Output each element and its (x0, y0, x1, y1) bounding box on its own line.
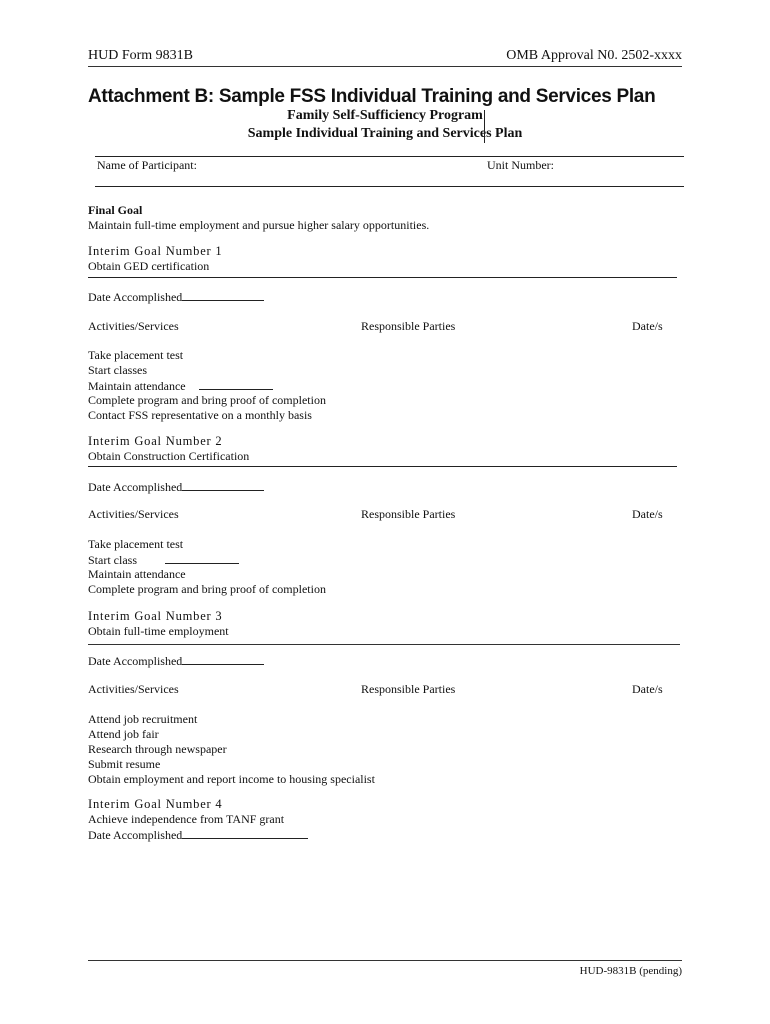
goal-1-responsible-header: Responsible Parties (361, 319, 456, 333)
participant-top-rule (95, 156, 684, 157)
header-rule (88, 66, 682, 67)
goal-2-activity: Maintain attendance (88, 567, 186, 581)
goal-2-activity: Take placement test (88, 537, 184, 551)
goal-4-text: Achieve independence from TANF grant (88, 812, 285, 826)
goal-2-rule (88, 466, 677, 467)
goal-3-dates-header: Date/s (632, 682, 663, 696)
plan-subtitle: Sample Individual Training and Services Plan (247, 126, 523, 141)
footer-form-id: HUD-9831B (pending) (579, 965, 682, 977)
goal-2-activity: Start class (88, 552, 239, 568)
participant-bottom-rule (95, 186, 684, 187)
goal-1-activity: Complete program and bring proof of completion (88, 393, 326, 407)
goal-2-dates-header: Date/s (632, 507, 663, 521)
unit-number-label: Unit Number: (487, 158, 554, 172)
final-goal-text: Maintain full-time employment and pursue higher salary opportunities. (88, 218, 430, 232)
text-cursor (484, 110, 485, 143)
goal-3-activity: Obtain employment and report income to housing specialist (88, 772, 375, 786)
page-title: Attachment B: Sample FSS Individual Training and Services Plan (88, 86, 656, 107)
goal-2-activity: Complete program and bring proof of completion (88, 582, 326, 596)
goal-3-date-accomplished: Date Accomplished (88, 653, 264, 669)
goal-1-activity: Take placement test (88, 348, 184, 362)
goal-3-activities-header: Activities/Services (88, 682, 179, 696)
goal-2-responsible-header: Responsible Parties (361, 507, 456, 521)
goal-1-rule (88, 277, 677, 278)
goal-3-heading: Interim Goal Number 3 (88, 609, 223, 623)
final-goal-heading: Final Goal (88, 203, 143, 217)
goal-3-activity: Attend job fair (88, 727, 159, 741)
goal-1-heading: Interim Goal Number 1 (88, 244, 223, 258)
goal-3-rule (88, 644, 680, 645)
omb-approval: OMB Approval N0. 2502-xxxx (506, 48, 682, 63)
footer-rule (88, 960, 682, 961)
goal-4-heading: Interim Goal Number 4 (88, 797, 223, 811)
goal-3-responsible-header: Responsible Parties (361, 682, 456, 696)
form-id: HUD Form 9831B (88, 48, 194, 63)
goal-1-dates-header: Date/s (632, 319, 663, 333)
goal-2-date-accomplished: Date Accomplished (88, 479, 264, 495)
goal-3-activity: Research through newspaper (88, 742, 227, 756)
goal-3-text: Obtain full-time employment (88, 624, 229, 638)
goal-1-activity: Contact FSS representative on a monthly basis (88, 408, 312, 422)
goal-4-date-accomplished: Date Accomplished (88, 827, 308, 843)
goal-2-activities-header: Activities/Services (88, 507, 179, 521)
goal-2-heading: Interim Goal Number 2 (88, 434, 223, 448)
goal-2-text: Obtain Construction Certification (88, 449, 250, 463)
goal-1-activity: Maintain attendance (88, 378, 273, 394)
goal-1-activities-header: Activities/Services (88, 319, 179, 333)
goal-3-activity: Submit resume (88, 757, 161, 771)
goal-1-text: Obtain GED certification (88, 259, 210, 273)
goal-1-activity: Start classes (88, 363, 147, 377)
program-subtitle: Family Self-Sufficiency Program (287, 108, 483, 123)
goal-1-date-accomplished: Date Accomplished (88, 289, 264, 305)
participant-name-label: Name of Participant: (97, 158, 197, 172)
goal-3-activity: Attend job recruitment (88, 712, 198, 726)
